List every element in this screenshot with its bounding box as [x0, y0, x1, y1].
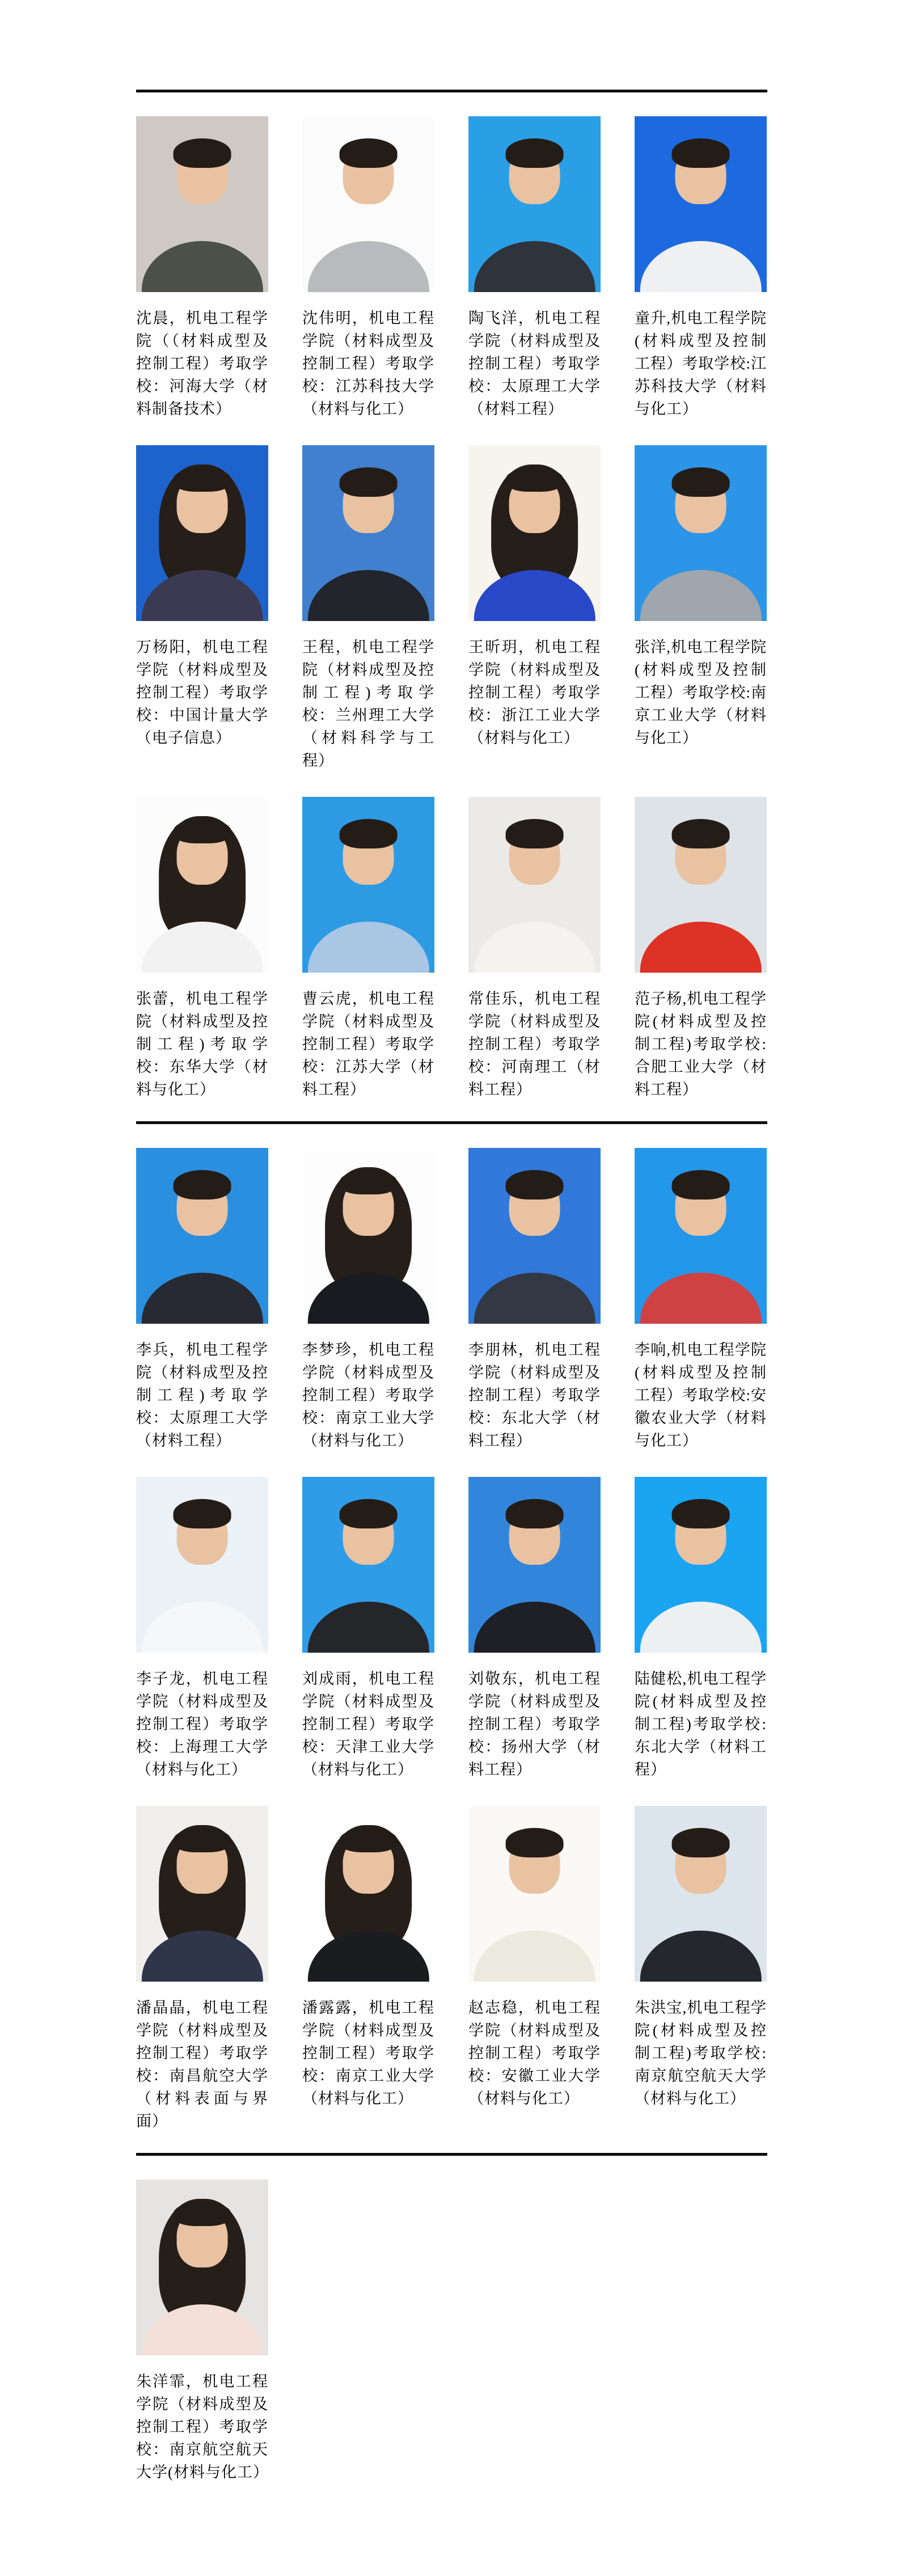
student-card	[136, 2180, 268, 2484]
student-card	[468, 445, 601, 772]
student-card	[468, 797, 601, 1101]
student-caption: 沈伟明，机电工程学院（材料成型及控制工程）考取学校：江苏科技大学（材料与化工）	[302, 310, 434, 417]
student-photo	[302, 445, 434, 621]
student-caption: 曹云虎，机电工程学院（材料成型及控制工程）考取学校：江苏大学（材料工程）	[302, 990, 434, 1098]
student-card	[468, 1148, 601, 1452]
student-photo	[468, 1148, 601, 1324]
student-caption: 刘成雨，机电工程学院（材料成型及控制工程）考取学校：天津工业大学（材料与化工）	[302, 1670, 434, 1778]
person-head	[509, 475, 560, 533]
student-card	[302, 1477, 434, 1781]
person-torso	[640, 570, 761, 621]
student-caption: 潘晶晶，机电工程学院（材料成型及控制工程）考取学校：南昌航空大学（材料表面与界面）	[136, 1999, 268, 2130]
person-head	[176, 2210, 228, 2267]
person-torso	[640, 922, 761, 973]
person-head	[675, 1507, 726, 1565]
person-head	[509, 1178, 560, 1236]
person-torso	[307, 570, 429, 621]
person-torso	[474, 241, 595, 292]
person-torso	[307, 1931, 429, 1982]
person-head	[343, 146, 394, 204]
student-card	[302, 1806, 434, 2132]
person-torso	[474, 922, 595, 973]
person-torso	[141, 1273, 263, 1324]
student-caption: 张洋,机电工程学院(材料成型及控制工程）考取学校:南京工业大学（材料与化工）	[635, 639, 767, 746]
person-torso	[474, 570, 595, 621]
student-caption: 张蕾，机电工程学院（材料成型及控制工程)考取学校：东华大学（材料与化工）	[136, 990, 268, 1098]
student-photo	[635, 797, 767, 973]
student-photo	[136, 2180, 268, 2355]
student-card	[136, 1477, 268, 1781]
student-caption: 沈晨，机电工程学院（（材料成型及控制工程）考取学校：河海大学（材料制备技术）	[136, 310, 268, 417]
student-photo	[635, 1477, 767, 1653]
student-card	[136, 116, 268, 420]
person-head	[675, 475, 726, 533]
student-caption: 范子杨,机电工程学院(材料成型及控制工程)考取学校:合肥工业大学（材料工程）	[635, 990, 767, 1098]
person-torso	[307, 922, 429, 973]
student-photo	[468, 797, 601, 973]
person-head	[176, 827, 228, 885]
person-head	[176, 475, 228, 533]
person-head	[675, 1178, 726, 1236]
student-photo	[635, 445, 767, 621]
person-head	[343, 1507, 394, 1565]
person-torso	[474, 1931, 595, 1982]
student-photo	[136, 1477, 268, 1653]
student-card	[302, 445, 434, 772]
person-head	[509, 146, 560, 204]
person-head	[675, 146, 726, 204]
student-photo	[468, 116, 601, 292]
person-head	[509, 1836, 560, 1894]
person-torso	[640, 1273, 761, 1324]
person-head	[176, 1507, 228, 1565]
student-photo	[635, 1148, 767, 1324]
student-photo	[635, 116, 767, 292]
student-caption: 李梦珍，机电工程学院（材料成型及控制工程）考取学校：南京工业大学（材料与化工）	[302, 1341, 434, 1449]
student-card	[302, 1148, 434, 1452]
person-torso	[640, 241, 761, 292]
person-head	[509, 827, 560, 885]
student-caption: 常佳乐，机电工程学院（材料成型及控制工程）考取学校：河南理工（材料工程）	[468, 990, 601, 1098]
student-photo	[468, 1477, 601, 1653]
person-torso	[141, 241, 263, 292]
student-card	[635, 797, 767, 1101]
person-torso	[141, 1602, 263, 1653]
student-card	[136, 797, 268, 1101]
student-caption: 王程，机电工程学院（材料成型及控制工程)考取学校：兰州理工大学（材料科学与工程）	[302, 639, 434, 769]
person-torso	[307, 1602, 429, 1653]
student-photo	[302, 116, 434, 292]
student-photo	[136, 445, 268, 621]
student-caption: 万杨阳，机电工程学院（材料成型及控制工程）考取学校：中国计量大学（电子信息）	[136, 639, 268, 746]
student-card	[468, 1477, 601, 1781]
student-card	[635, 1148, 767, 1452]
student-caption: 李兵，机电工程学院（材料成型及控制工程)考取学校：太原理工大学（材料工程）	[136, 1341, 268, 1449]
student-card	[635, 1477, 767, 1781]
student-card	[302, 797, 434, 1101]
person-torso	[141, 570, 263, 621]
person-head	[343, 1178, 394, 1236]
person-torso	[474, 1602, 595, 1653]
person-head	[176, 1178, 228, 1236]
student-photo	[136, 1806, 268, 1982]
person-head	[176, 1836, 228, 1894]
students-grid-block-3	[136, 2156, 767, 2504]
student-caption: 王昕玥，机电工程学院（材料成型及控制工程）考取学校：浙江工业大学（材料与化工）	[468, 639, 601, 746]
student-photo	[468, 445, 601, 621]
person-torso	[141, 922, 263, 973]
person-torso	[474, 1273, 595, 1324]
student-caption: 潘露露，机电工程学院（材料成型及控制工程）考取学校：南京工业大学（材料与化工）	[302, 1999, 434, 2107]
student-photo	[468, 1806, 601, 1982]
person-head	[675, 1836, 726, 1894]
student-photo	[302, 1477, 434, 1653]
student-caption: 李响,机电工程学院(材料成型及控制工程）考取学校:安徽农业大学（材料与化工）	[635, 1341, 767, 1449]
student-caption: 童升,机电工程学院(材料成型及控制工程）考取学校:江苏科技大学（材料与化工）	[635, 310, 767, 417]
person-head	[675, 827, 726, 885]
student-photo	[136, 797, 268, 973]
student-card	[635, 1806, 767, 2132]
student-photo	[635, 1806, 767, 1982]
person-torso	[141, 2304, 263, 2355]
page-content	[136, 0, 767, 2504]
student-card	[302, 116, 434, 420]
person-head	[509, 1507, 560, 1565]
person-head	[343, 475, 394, 533]
student-caption: 陶飞洋，机电工程学院（材料成型及控制工程）考取学校：太原理工大学（材料工程）	[468, 310, 601, 417]
student-card	[468, 1806, 601, 2132]
students-grid-block-1	[136, 92, 767, 1121]
student-card	[136, 1148, 268, 1452]
student-caption: 刘敬东，机电工程学院（材料成型及控制工程）考取学校：扬州大学（材料工程）	[468, 1670, 601, 1778]
person-head	[343, 1836, 394, 1894]
student-photo	[302, 797, 434, 973]
student-card	[136, 1806, 268, 2132]
student-photo	[136, 116, 268, 292]
student-caption: 朱洋霏，机电工程学院（材料成型及控制工程）考取学校：南京航空航天大学(材料与化工）	[136, 2373, 269, 2481]
student-caption: 朱洪宝,机电工程学院(材料成型及控制工程)考取学校:南京航空航天大学（材料与化工）	[635, 1999, 767, 2107]
student-caption: 陆健松,机电工程学院(材料成型及控制工程)考取学校:东北大学（材料工程）	[635, 1670, 767, 1778]
person-torso	[307, 1273, 429, 1324]
person-torso	[640, 1931, 761, 1982]
person-torso	[640, 1602, 761, 1653]
person-torso	[307, 241, 429, 292]
student-card	[635, 445, 767, 772]
student-card	[136, 445, 268, 772]
person-head	[343, 827, 394, 885]
student-card	[635, 116, 767, 420]
person-head	[176, 146, 228, 204]
person-torso	[141, 1931, 263, 1982]
student-caption: 赵志稳，机电工程学院（材料成型及控制工程）考取学校：安徽工业大学（材料与化工）	[468, 1999, 601, 2107]
students-grid-block-2	[136, 1124, 767, 2153]
student-photo	[302, 1806, 434, 1982]
student-photo	[302, 1148, 434, 1324]
student-card	[468, 116, 601, 420]
student-photo	[136, 1148, 268, 1324]
student-caption: 李朋林，机电工程学院（材料成型及控制工程）考取学校：东北大学（材料工程）	[468, 1341, 601, 1449]
student-caption: 李子龙，机电工程学院（材料成型及控制工程）考取学校：上海理工大学（材料与化工）	[136, 1670, 268, 1778]
